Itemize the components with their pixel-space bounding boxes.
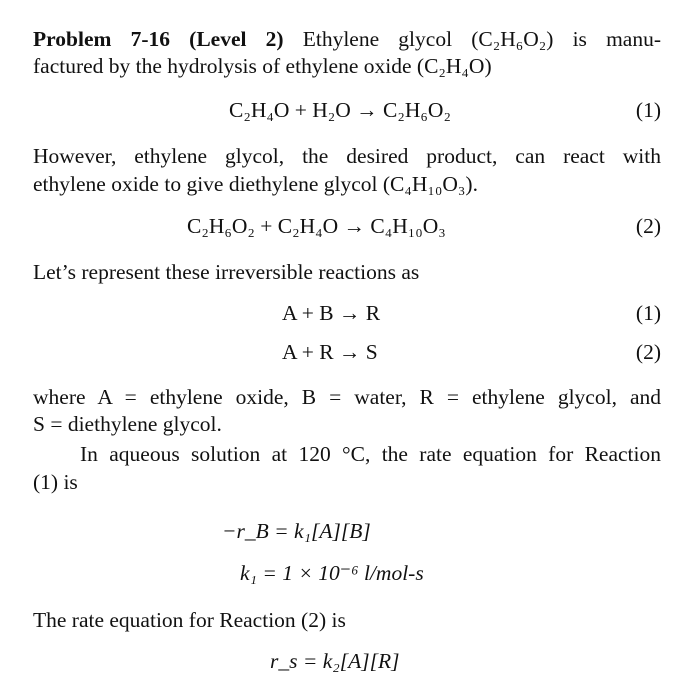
k1-value: k₁ = 1 × 10⁻⁶ l/mol-s (240, 561, 424, 585)
rate-equation-2: r_s = k₂[A][R] (270, 649, 400, 673)
however-line-2: ethylene oxide to give diethylene glycol (C₄H₁₀O₃). (33, 172, 478, 196)
equation-1: C₂H₄O + H₂O → C₂H₆O₂ (229, 98, 451, 122)
equation-1-number: (1) (635, 98, 661, 122)
where-line-1: where A = ethylene oxide, B = water, R = ethylene glycol, and (33, 385, 661, 409)
represent-line: Let’s represent these irreversible reactions as (33, 260, 420, 284)
aqueous-line-2: (1) is (33, 470, 78, 494)
intro-text: Ethylene glycol (C₂H₆O₂) is manu- (302, 27, 661, 51)
rate2-intro: The rate equation for Reaction (2) is (33, 608, 346, 632)
reaction-1: A + B → R (282, 301, 381, 325)
problem-intro-line-1 (33, 26, 661, 52)
aqueous-line-1: In aqueous solution at 120 °C, the rate equation for Reaction (80, 442, 661, 466)
equation-2-number: (2) (635, 214, 661, 238)
reaction-2-number: (2) (635, 340, 661, 364)
problem-heading: Problem 7-16 (Level 2) (33, 27, 284, 51)
rate-equation-1: −r_B = k₁[A][B] (222, 519, 371, 543)
reaction-2: A + R → S (282, 340, 378, 364)
equation-2: C₂H₆O₂ + C₂H₄O → C₄H₁₀O₃ (187, 214, 446, 238)
problem-intro-line-2: factured by the hydrolysis of ethylene oxide (C₂H₄O) (33, 54, 492, 78)
reaction-1-number: (1) (635, 301, 661, 325)
however-line-1: However, ethylene glycol, the desired product, can react with (33, 144, 661, 168)
where-line-2: S = diethylene glycol. (33, 412, 222, 436)
